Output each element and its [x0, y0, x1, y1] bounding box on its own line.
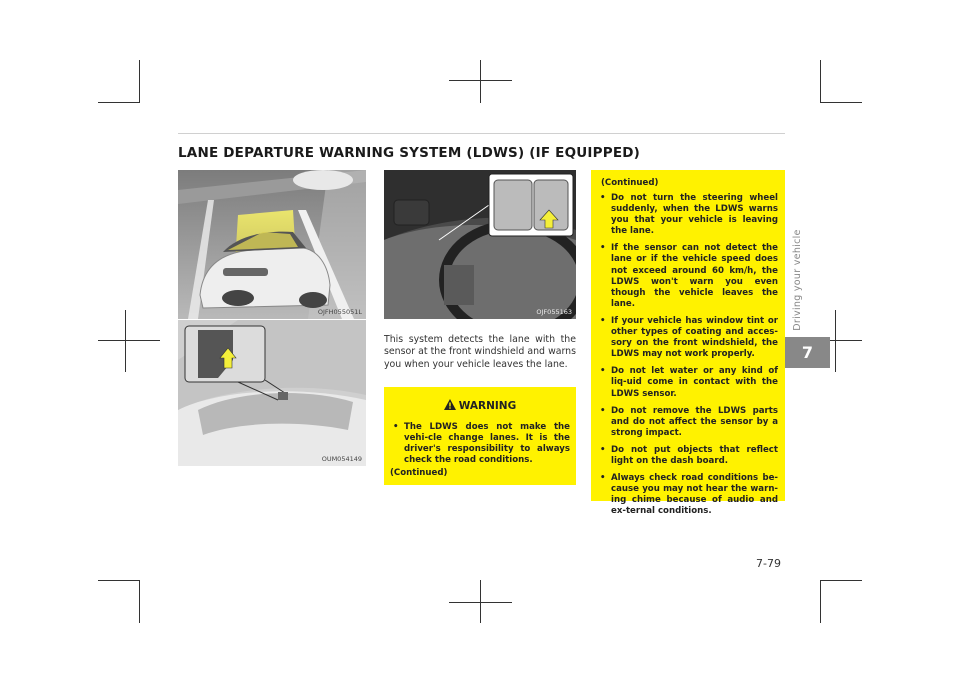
chapter-title-text: Driving your vehicle [792, 229, 803, 331]
warning-continued: (Continued) [390, 468, 448, 478]
figure-label: OUM054149 [321, 455, 362, 463]
warning-item: • Do not remove the LDWS parts and do not affect the sensor by a strong impact. [597, 406, 778, 439]
warning-item: • Do not let water or any kind of liq-uid come in contact with the LDWS sensor. [597, 366, 778, 399]
continued-heading: (Continued) [601, 178, 659, 188]
warning-box [384, 387, 576, 485]
chapter-tab: 7 [785, 337, 830, 368]
page-title: LANE DEPARTURE WARNING SYSTEM (LDWS) (IF EQUIPPED) [178, 145, 641, 161]
warning-item: • The LDWS does not make the vehi-cle change lanes. It is the driver's responsibility to always check the road conditions. [390, 422, 570, 466]
chapter-side-title [792, 230, 812, 340]
figure-label: OJF055163 [536, 308, 572, 316]
warning-heading-text: WARNING [458, 400, 517, 412]
warning-item: • If your vehicle has window tint or other types of coating and acces-sory on the front windshield, the LDWS may not work properly. [597, 316, 778, 360]
windshield-illustration [178, 320, 366, 466]
figure-label: OJFH055051L [317, 308, 362, 316]
warning-item: • Always check road conditions be-cause you may not hear the warn-ing chime because of audio and ex-ternal conditions. [597, 473, 778, 517]
continued-warning-list [597, 193, 778, 523]
warning-item: • If the sensor can not detect the lane or if the vehicle speed does not exceed around 60 km/h, the LDWS won't warn you even though the vehicle leaves the lane. [597, 243, 778, 310]
dashboard-button-figure [384, 170, 576, 319]
warning-heading [384, 399, 576, 413]
car-on-road-illustration [178, 170, 366, 319]
warning-triangle-icon [444, 399, 456, 413]
dashboard-illustration [384, 170, 576, 319]
header-rule [178, 133, 785, 134]
page-number: 7-79 [756, 557, 781, 570]
continued-warning-box [591, 170, 785, 517]
warning-item: • Do not put objects that reflect light on the dash board. [597, 445, 778, 467]
warning-list [390, 422, 570, 472]
body-paragraph: This system detects the lane with the sensor at the front windshield and warns you when your vehicle leaves the lane. [384, 334, 576, 370]
car-on-road-figure [178, 170, 366, 319]
windshield-sensor-figure [178, 320, 366, 466]
warning-item: • Do not turn the steering wheel suddenly, when the LDWS warns you that your vehicle is leaving the lane. [597, 193, 778, 237]
